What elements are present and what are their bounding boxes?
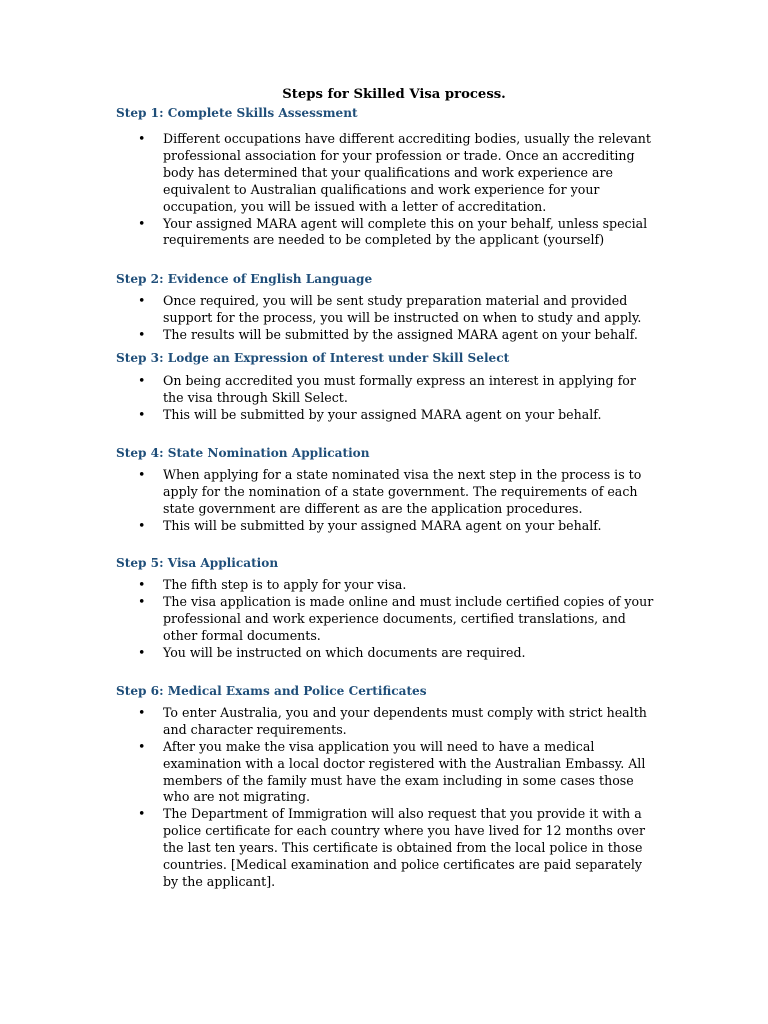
section-step-1 [116,105,658,249]
document-title: Steps for Skilled Visa process. [282,87,506,102]
section-step-3 [116,350,658,424]
bullet-list [116,467,658,535]
bullet-list [116,131,658,249]
section-heading: Step 2: Evidence of English Language [116,272,373,287]
bullet-list [116,373,658,424]
list-item: • The fifth step is to apply for your visa. [116,577,658,594]
list-item: • The Department of Immigration will also request that you provide it with a police certificate for each country where you have lived for 12 months over the last ten years. This certificate is obtained from the local police in those countries. [Medical examination and police certificates are paid separately by the applicant]. [116,806,658,891]
section-heading: Step 5: Visa Application [116,556,279,571]
list-item: • Once required, you will be sent study preparation material and provided support for the process, you will be instructed on when to study and apply. [116,293,658,327]
list-item: • Your assigned MARA agent will complete this on your behalf, unless special requirements are needed to be completed by the applicant (yourself) [116,216,658,250]
list-item: • After you make the visa application you will need to have a medical examination with a local doctor registered with the Australian Embassy. All members of the family must have the exam including in some cases those who are not migrating. [116,739,658,807]
section-heading: Step 6: Medical Exams and Police Certificates [116,683,427,698]
section-step-4 [116,445,658,535]
list-item: • This will be submitted by your assigned MARA agent on your behalf. [116,518,658,535]
list-item: • On being accredited you must formally express an interest in applying for the visa through Skill Select. [116,373,658,407]
section-heading: Step 3: Lodge an Expression of Interest under Skill Select [116,351,510,366]
bullet-list [116,293,658,344]
section-step-6 [116,683,658,891]
list-item: • Different occupations have different accrediting bodies, usually the relevant professional association for your profession or trade. Once an accrediting body has determined that your qualifications and work experience are equivalent to Australian qualifications and work experience for your occupation, you will be issued with a letter of accreditation. [116,131,658,216]
section-heading: Step 4: State Nomination Application [116,445,370,460]
section-step-2 [116,271,658,344]
bullet-list [116,705,658,891]
list-item: • You will be instructed on which documents are required. [116,645,658,662]
section-heading: Step 1: Complete Skills Assessment [116,106,358,120]
list-item: • When applying for a state nominated visa the next step in the process is to apply for the nomination of a state government. The requirements of each state government are different as are the application procedures. [116,467,658,518]
bullet-list [116,577,658,662]
list-item: • This will be submitted by your assigned MARA agent on your behalf. [116,407,658,424]
list-item: • To enter Australia, you and your dependents must comply with strict health and character requirements. [116,705,658,739]
section-step-5 [116,555,658,662]
list-item: • The visa application is made online and must include certified copies of your professional and work experience documents, certified translations, and other formal documents. [116,594,658,645]
list-item: • The results will be submitted by the assigned MARA agent on your behalf. [116,327,658,344]
